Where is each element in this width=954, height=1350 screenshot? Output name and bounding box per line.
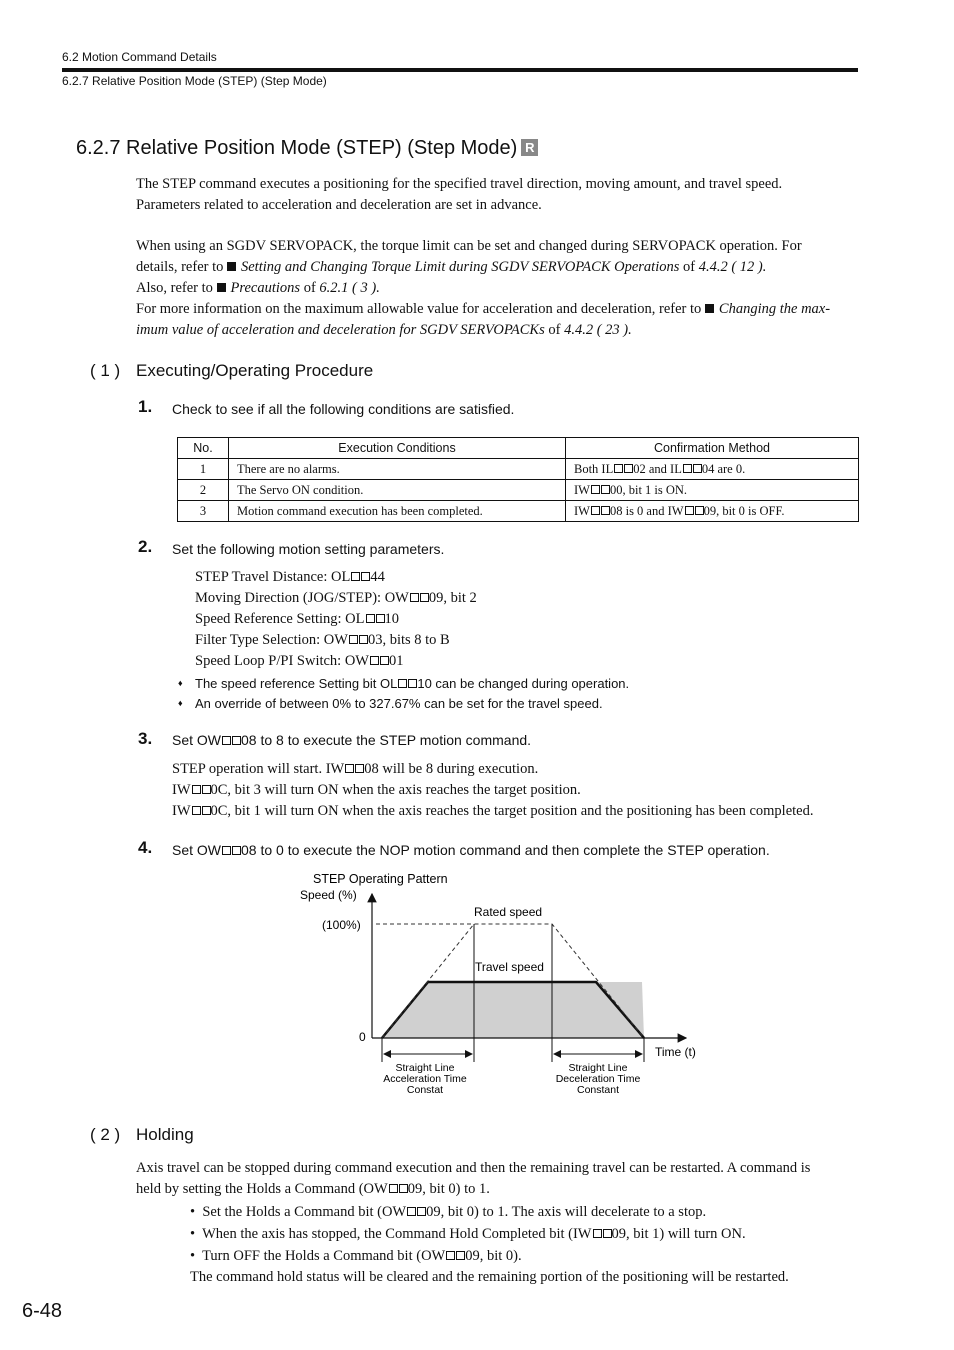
text: STEP Travel Distance: OL: [195, 569, 351, 585]
placeholder-box-icon: [399, 1184, 408, 1193]
intro-p3: [136, 278, 861, 299]
holding-paragraph: [136, 1158, 861, 1200]
text: IW: [574, 503, 590, 518]
xref-section[interactable]: 6.2.1 ( 3 ).: [319, 280, 380, 296]
text: Speed Loop P/PI Switch: OW: [195, 653, 369, 669]
text: The speed reference Setting bit OL: [195, 676, 398, 691]
bullet-icon: •: [190, 1204, 196, 1220]
placeholder-box-icon: [408, 679, 417, 688]
dec-label-line3: Constant: [576, 1084, 620, 1096]
table-cell-condition: The Servo ON condition.: [229, 480, 566, 501]
text: 01: [389, 653, 404, 669]
table-header-no: No.: [178, 438, 229, 459]
intro-p4-line1: [136, 299, 861, 320]
travel-speed-label: Travel speed: [475, 960, 544, 974]
placeholder-box-icon: [349, 635, 358, 644]
acc-label-line2: Acceleration Time: [383, 1073, 467, 1085]
acc-label-line1: Straight Line: [395, 1062, 455, 1074]
placeholder-box-icon: [683, 464, 692, 473]
text: 08 will be 8 during execution.: [364, 761, 539, 777]
page-number: 6-48: [22, 1300, 63, 1322]
text: Speed Reference Setting: OL: [195, 611, 365, 627]
text: 02 and IL: [633, 461, 682, 476]
placeholder-box-icon: [359, 635, 368, 644]
list-item-continuation: The command hold status will be cleared and the remaining portion of the positioning will be restarted.: [190, 1269, 789, 1285]
step-operating-pattern-figure: [290, 866, 720, 1102]
acc-label-line3: Constat: [406, 1084, 444, 1096]
running-header-section: 6.2 Motion Command Details: [62, 50, 217, 64]
placeholder-box-icon: [685, 506, 694, 515]
text: 09, bit 0) to 1.: [407, 1181, 490, 1197]
text: 10 can be changed during operation.: [417, 676, 630, 691]
intro-p2-line2: [136, 257, 861, 278]
xref-section[interactable]: 4.4.2 ( 23 ).: [564, 322, 632, 338]
placeholder-box-icon: [389, 1184, 398, 1193]
y-axis-100-label: (100%): [322, 918, 361, 932]
placeholder-box-icon: [376, 614, 385, 623]
table-header-row: [178, 438, 859, 459]
holding-line2: [136, 1179, 861, 1200]
placeholder-box-icon: [202, 785, 211, 794]
black-square-icon: [227, 262, 236, 271]
bullet-icon: •: [190, 1248, 196, 1264]
placeholder-box-icon: [345, 764, 354, 773]
xref-link[interactable]: Setting and Changing Torque Limit during SGDV SERVOPACK Operations: [241, 259, 680, 275]
header-rule: [62, 68, 858, 72]
step3-line: [172, 801, 862, 822]
list-item: [190, 1202, 860, 1223]
text: 09, bit 1) will turn ON.: [611, 1226, 746, 1242]
section-number: ( 1 ): [90, 361, 121, 380]
table-row: [178, 480, 859, 501]
table-cell-method: [566, 501, 859, 522]
x-axis-label: Time (t): [655, 1045, 696, 1059]
table-header-conditions: Execution Conditions: [229, 438, 566, 459]
step-number-1: 1.: [138, 397, 153, 416]
text: 09, bit 2: [428, 590, 477, 606]
placeholder-box-icon: [370, 656, 379, 665]
parameter-item: [195, 630, 477, 651]
section-title: Executing/Operating Procedure: [136, 361, 374, 380]
table-header-method: Confirmation Method: [566, 438, 859, 459]
placeholder-box-icon: [361, 572, 370, 581]
placeholder-box-icon: [420, 593, 429, 602]
text: An override of between 0% to 327.67% can be set for the travel speed.: [195, 696, 603, 711]
xref-link[interactable]: imum value of acceleration and deceleration for SGDV SERVOPACKs: [136, 322, 545, 338]
intro-p4-line2: [136, 320, 861, 341]
step-text-1: Check to see if all the following conditions are satisfied.: [172, 401, 515, 417]
placeholder-box-icon: [417, 1207, 426, 1216]
placeholder-box-icon: [591, 485, 600, 494]
diamond-bullet-icon: ♦: [178, 678, 183, 688]
execution-conditions-table: [177, 437, 859, 522]
dec-label-line2: Deceleration Time: [555, 1073, 641, 1085]
text: 03, bits 8 to B: [367, 632, 450, 648]
table-row: [178, 501, 859, 522]
step-text-4: [172, 842, 770, 858]
table-cell-condition: There are no alarms.: [229, 459, 566, 480]
table-cell-no: 2: [178, 480, 229, 501]
intro-p1-line2: Parameters related to acceleration and deceleration are set in advance.: [136, 197, 542, 213]
step3-line: [172, 759, 862, 780]
step-number-4: 4.: [138, 838, 153, 857]
text: For more information on the maximum allowable value for acceleration and deceleration, refer to: [136, 301, 702, 317]
section-number: ( 2 ): [90, 1125, 121, 1144]
placeholder-box-icon: [601, 485, 610, 494]
placeholder-box-icon: [407, 1207, 416, 1216]
text: IW: [172, 803, 191, 819]
placeholder-box-icon: [380, 656, 389, 665]
placeholder-box-icon: [446, 1251, 455, 1260]
running-header-subsection: 6.2.7 Relative Position Mode (STEP) (Step Mode): [62, 74, 327, 88]
placeholder-box-icon: [192, 785, 201, 794]
text: STEP operation will start. IW: [172, 761, 345, 777]
text: 09, bit 0).: [465, 1248, 522, 1264]
list-item: [190, 1246, 860, 1267]
placeholder-box-icon: [695, 506, 704, 515]
text: Set OW: [172, 842, 222, 858]
placeholder-box-icon: [456, 1251, 465, 1260]
text: Turn OFF the Holds a Command bit (OW: [202, 1248, 446, 1264]
table-cell-no: 1: [178, 459, 229, 480]
text: 08 is 0 and IW: [609, 503, 684, 518]
text: 08 to 0 to execute the NOP motion command and then complete the STEP operation.: [241, 842, 770, 858]
diamond-bullet-icon: ♦: [178, 698, 183, 708]
xref-section[interactable]: 4.4.2 ( 12 ).: [698, 259, 767, 275]
parameter-item: [195, 567, 477, 588]
black-square-icon: [217, 283, 226, 292]
parameter-item: [195, 651, 477, 672]
text: IW: [172, 782, 191, 798]
parameter-list: [195, 567, 477, 672]
rated-speed-label: Rated speed: [474, 905, 543, 919]
text: details, refer to: [136, 259, 224, 275]
page-title: [76, 137, 538, 160]
text: When the axis has stopped, the Command Hold Completed bit (IW: [202, 1226, 592, 1242]
text: 44: [370, 569, 385, 585]
placeholder-box-icon: [593, 1229, 602, 1238]
page-title-text: 6.2.7 Relative Position Mode (STEP) (Step Mode): [76, 137, 518, 159]
holding-bullets: [190, 1202, 860, 1288]
step-number-2: 2.: [138, 537, 153, 556]
black-square-icon: [705, 304, 714, 313]
table-cell-no: 3: [178, 501, 229, 522]
step-text-3: [172, 732, 531, 748]
y-axis-zero-label: 0: [359, 1030, 366, 1044]
xref-link[interactable]: Changing the max-: [718, 301, 831, 317]
section-heading-1: [90, 361, 373, 381]
note-item: [178, 676, 629, 691]
step3-details: [172, 759, 862, 822]
text: Set OW: [172, 732, 222, 748]
section-title: Holding: [136, 1125, 194, 1144]
r-badge-icon: R: [521, 139, 538, 156]
text: 0C, bit 1 will turn ON when the axis reaches the target position and the positioning has been completed.: [210, 803, 814, 819]
text: of: [303, 280, 316, 296]
text: Moving Direction (JOG/STEP): OW: [195, 590, 409, 606]
section-heading-2: [90, 1125, 194, 1145]
placeholder-box-icon: [222, 846, 231, 855]
text: of: [548, 322, 561, 338]
holding-line1: Axis travel can be stopped during command execution and then the remaining travel can be restarted. A command is: [136, 1160, 811, 1176]
text: of: [683, 259, 696, 275]
placeholder-box-icon: [192, 806, 201, 815]
placeholder-box-icon: [222, 736, 231, 745]
parameter-item: [195, 588, 477, 609]
text: IW: [574, 482, 590, 497]
text: 08 to 8 to execute the STEP motion command.: [241, 732, 532, 748]
text: Filter Type Selection: OW: [195, 632, 348, 648]
table-cell-method: [566, 459, 859, 480]
figure-title: STEP Operating Pattern: [313, 872, 448, 886]
table-cell-method: [566, 480, 859, 501]
intro-paragraph-2: [136, 236, 861, 341]
text: 00, bit 1 is ON.: [609, 482, 688, 497]
xref-link[interactable]: Precautions: [230, 280, 301, 296]
list-item: [190, 1224, 860, 1245]
placeholder-box-icon: [202, 806, 211, 815]
step-number-3: 3.: [138, 729, 153, 748]
step-text-2: Set the following motion setting parameters.: [172, 541, 445, 557]
text: Both IL: [574, 461, 614, 476]
placeholder-box-icon: [355, 764, 364, 773]
placeholder-box-icon: [624, 464, 633, 473]
table-cell-condition: Motion command execution has been completed.: [229, 501, 566, 522]
placeholder-box-icon: [410, 593, 419, 602]
intro-p2-line1: When using an SGDV SERVOPACK, the torque limit can be set and changed during SERVOPACK operation. For: [136, 238, 802, 254]
y-axis-label: Speed (%): [300, 888, 357, 902]
text: Set the Holds a Command bit (OW: [202, 1204, 407, 1220]
placeholder-box-icon: [591, 506, 600, 515]
bullet-icon: •: [190, 1226, 196, 1242]
table-row: [178, 459, 859, 480]
text: 09, bit 0 is OFF.: [703, 503, 785, 518]
placeholder-box-icon: [398, 679, 407, 688]
text: 0C, bit 3 will turn ON when the axis reaches the target position.: [210, 782, 581, 798]
placeholder-box-icon: [232, 736, 241, 745]
placeholder-box-icon: [693, 464, 702, 473]
intro-paragraph-1: [136, 174, 861, 216]
step3-line: [172, 780, 862, 801]
text: Also, refer to: [136, 280, 213, 296]
intro-p1-line1: The STEP command executes a positioning for the specified travel direction, moving amount, and travel speed.: [136, 176, 783, 192]
placeholder-box-icon: [232, 846, 241, 855]
text: held by setting the Holds a Command (OW: [136, 1181, 388, 1197]
text: 10: [384, 611, 400, 627]
parameter-item: [195, 609, 477, 630]
text: 04 are 0.: [701, 461, 746, 476]
dec-label-line1: Straight Line: [568, 1062, 628, 1074]
placeholder-box-icon: [614, 464, 623, 473]
placeholder-box-icon: [351, 572, 360, 581]
placeholder-box-icon: [601, 506, 610, 515]
placeholder-box-icon: [603, 1229, 612, 1238]
placeholder-box-icon: [366, 614, 375, 623]
note-item: [178, 696, 603, 711]
text: 09, bit 0) to 1. The axis will decelerate to a stop.: [426, 1204, 707, 1220]
